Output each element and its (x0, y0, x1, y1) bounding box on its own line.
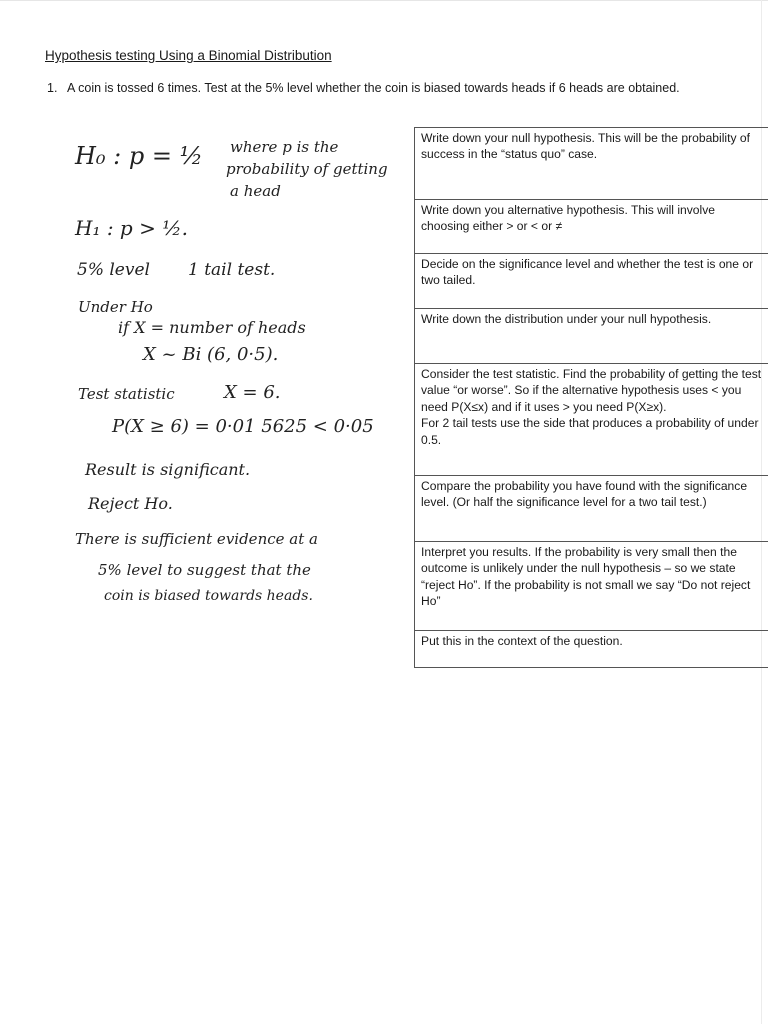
step-compare: Compare the probability you have found with the significance level. (Or half the significance level for a two tail test.) (415, 476, 768, 542)
tail-type: 1 tail test. (188, 260, 276, 280)
h0-note-line-1: where p is the (230, 138, 339, 156)
step-two-tail-note: For 2 tail tests use the side that produces a probability of under 0.5. (421, 416, 759, 447)
question-text: A coin is tossed 6 times. Test at the 5% level whether the coin is biased towards heads if 6 heads are obtained. (67, 81, 680, 95)
binomial-distribution: X ~ Bi (6, 0·5). (143, 344, 279, 365)
alternative-hypothesis: H₁ : p > ½. (75, 216, 188, 240)
probability-calculation: P(X ≥ 6) = 0·01 5625 < 0·05 (112, 416, 374, 437)
h0-note-line-2: probability of getting (226, 160, 388, 178)
page-top-edge (0, 0, 768, 1)
conclusion-line-3: coin is biased towards heads. (104, 588, 313, 604)
h0-note-line-3: a head (230, 182, 281, 200)
conclusion-line-2: 5% level to suggest that the (98, 561, 311, 579)
step-test-statistic-text: Consider the test statistic. Find the probability of getting the test value “or worse”. So if the alternative hypothesis uses < you need P(X≤x) and if it uses > you need P(X≥x). (421, 367, 762, 414)
question-1 (47, 78, 707, 98)
step-significance-level: Decide on the significance level and whether the test is one or two tailed. (415, 254, 768, 309)
step-context: Put this in the context of the question. (421, 634, 623, 648)
significance-level: 5% level (77, 260, 150, 280)
step-test-statistic (415, 364, 768, 476)
page-title: Hypothesis testing Using a Binomial Distribution (45, 48, 332, 63)
result-statement: Result is significant. (85, 460, 251, 479)
step-distribution: Write down the distribution under your null hypothesis. (415, 309, 768, 364)
step-null-hypothesis: Write down your null hypothesis. This will be the probability of success in the “status quo” case. (415, 128, 768, 200)
test-statistic-value: X = 6. (224, 382, 281, 403)
step-alternative-hypothesis: Write down you alternative hypothesis. This will involve choosing either > or < or ≠ (415, 200, 768, 254)
conclusion-line-1: There is sufficient evidence at a (75, 530, 318, 548)
test-statistic-label: Test statistic (78, 385, 175, 403)
reject-statement: Reject Ho. (88, 494, 173, 513)
under-h0-label: Under Ho (78, 298, 153, 316)
random-variable-definition: if X = number of heads (118, 318, 306, 337)
instruction-steps (414, 127, 768, 668)
question-number: 1. (47, 81, 58, 95)
null-hypothesis: H₀ : p = ½ (75, 142, 203, 170)
step-interpret: Interpret you results. If the probability is very small then the outcome is unlikely under the null hypothesis – so we state “reject Ho”. If the probability is not small we say “Do not reject Ho” (415, 542, 768, 631)
